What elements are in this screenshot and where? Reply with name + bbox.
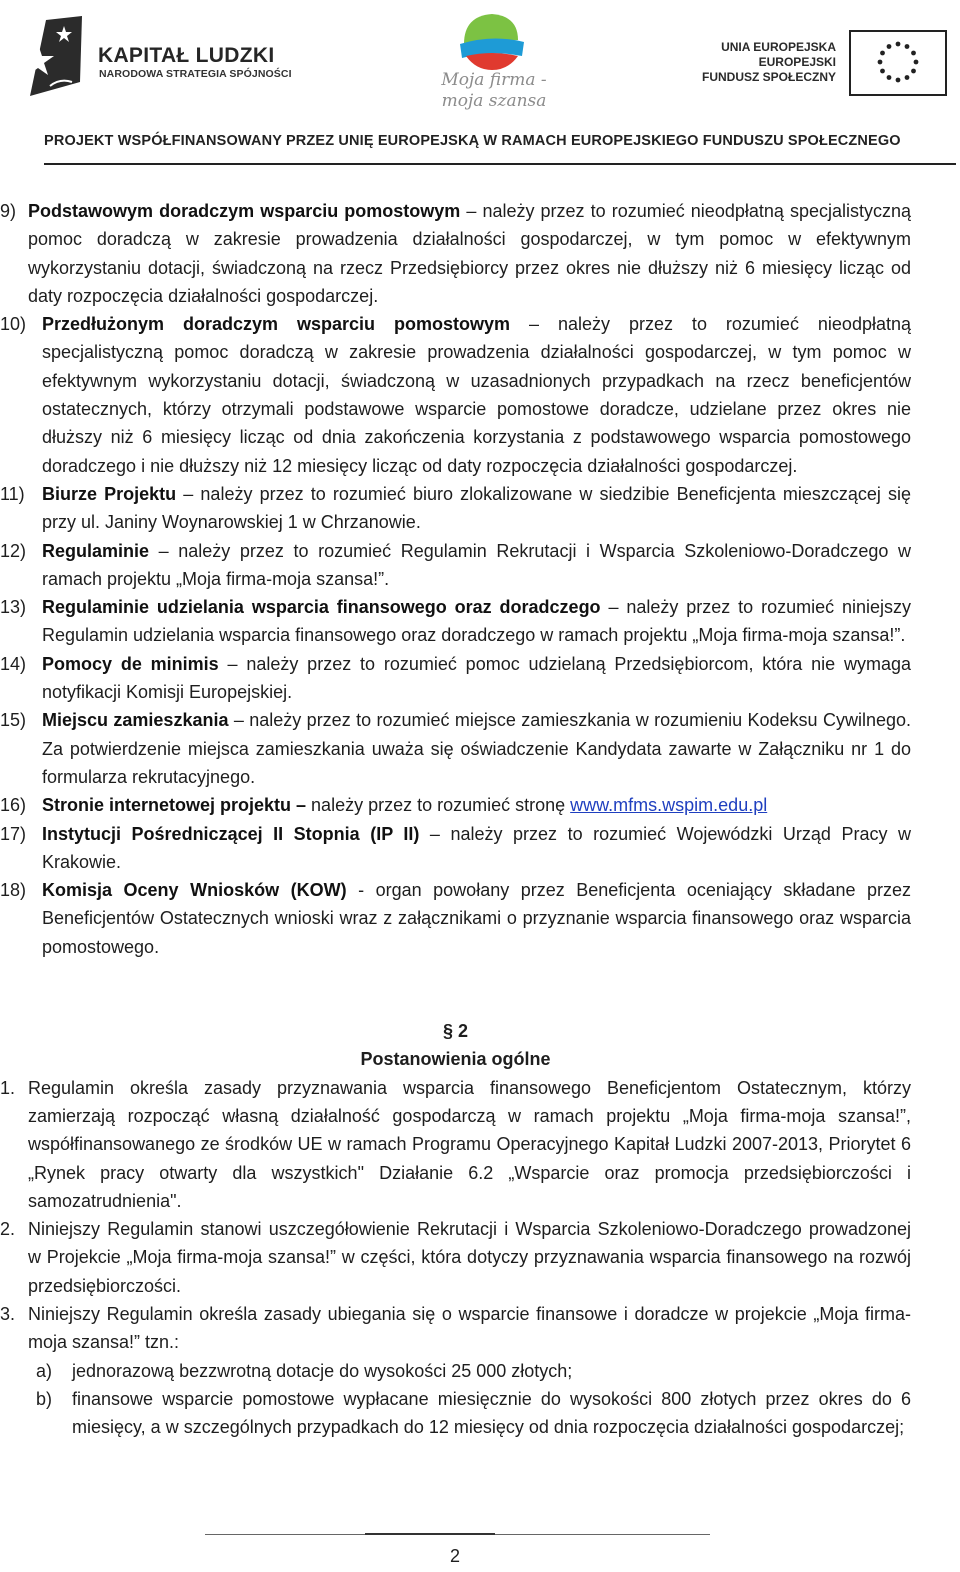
moja-firma-text-line2: moja szansa <box>441 91 547 111</box>
definition-number: 15) <box>0 710 27 731</box>
section-title: Postanowienia ogólne <box>360 1049 551 1070</box>
project-website-link[interactable]: www.mfms.wspim.edu.pl <box>570 795 768 816</box>
definition-number: 17) <box>0 823 27 844</box>
subpoint-text: jednorazową bezzwrotną dotacje do wysokości 25 000 złotych; <box>72 1360 573 1381</box>
eu-fund-label <box>702 40 836 85</box>
definition-term: Instytucji Pośredniczącej II Stopnia (IP II) <box>42 823 420 844</box>
provision-number: 1. <box>0 1077 16 1098</box>
definition-text: - organ powołany przez Beneficjenta oceniający składane przez Beneficjentów Ostatecznych wnioski wraz z załącznikami o przyznanie wsparcia finansowego oraz wsparcia pomostowego. <box>42 880 911 957</box>
definition-item <box>0 593 911 650</box>
definition-text: – należy przez to rozumieć niniejszy Regulamin udzielania wsparcia finansowego oraz doradczego w ramach projektu „Moja firma-moja szansa!”. <box>42 597 912 646</box>
definition-item <box>0 537 911 594</box>
definition-term: Miejscu zamieszkania <box>42 710 229 731</box>
definition-term: Biurze Projektu <box>42 483 177 504</box>
definition-number: 16) <box>0 795 27 816</box>
definition-number: 18) <box>0 880 27 901</box>
definition-item <box>0 480 911 537</box>
definition-text: – należy przez to rozumieć miejsce zamieszkania w rozumieniu Kodeksu Cywilnego. Za potwierdzenie miejsca zamieszkania uważa się oświadczenie Kandydata zawarte w Załączniku nr 1 do formularza rekrutacyjnego. <box>42 710 911 787</box>
definition-item <box>0 706 911 791</box>
definition-term: Stronie internetowej projektu – <box>42 795 307 816</box>
provision-number: 3. <box>0 1303 16 1324</box>
eu-line-3: FUNDUSZ SPOŁECZNY <box>701 70 836 84</box>
definition-term: Przedłużonym doradczym wsparciu pomostowym <box>42 314 510 335</box>
definition-item <box>0 876 911 961</box>
page-number: 2 <box>449 1546 460 1566</box>
spacer <box>0 961 960 989</box>
definition-term: Pomocy de minimis <box>42 653 219 674</box>
moja-firma-logo-icon <box>456 10 528 72</box>
definition-text: – należy przez to rozumieć Regulamin Rekrutacji i Wsparcia Szkoleniowo-Doradczego w ramach projektu „Moja firma-moja szansa!”. <box>42 540 911 589</box>
document-body <box>0 197 960 1441</box>
definition-item <box>0 197 911 310</box>
eu-line-1: UNIA EUROPEJSKA <box>721 40 836 54</box>
definition-item <box>0 650 911 707</box>
definition-number: 14) <box>0 653 27 674</box>
section-number: § 2 <box>442 1021 469 1042</box>
definition-number: 10) <box>0 314 27 335</box>
spacer <box>0 989 960 1017</box>
definition-text: – należy przez to rozumieć pomoc udzielaną Przedsiębiorcom, która nie wymaga notyfikacji Komisji Europejskiej. <box>42 653 911 703</box>
page-header <box>0 0 960 170</box>
general-provision-item <box>0 1300 911 1357</box>
definition-item <box>0 310 911 480</box>
definition-item <box>0 820 911 877</box>
provision-text: Niniejszy Regulamin stanowi uszczegółowienie Rekrutacji i Wsparcia Szkoleniowo-Doradczego prowadzonej w Projekcie „Moja firma-moja szansa!” w części, która dotyczy przyznawania wsparcia finansowego na rozwój przedsiębiorczości. <box>28 1219 911 1296</box>
definition-number: 13) <box>0 597 27 618</box>
support-subpoint <box>0 1385 911 1442</box>
kapital-ludzki-title: KAPITAŁ LUDZKI <box>98 44 275 67</box>
provision-number: 2. <box>0 1219 16 1240</box>
definition-text: – należy przez to rozumieć biuro zlokalizowane w siedzibie Beneficjenta mieszczącej się przy ul. Janiny Woynarowskiej 1 w Chrzanowie. <box>42 483 911 533</box>
kapital-ludzki-logo-icon <box>24 16 84 98</box>
general-provision-item <box>0 1074 911 1215</box>
definition-item <box>0 791 911 819</box>
eu-line-2: EUROPEJSKI <box>758 55 836 69</box>
definition-text: – należy przez to rozumieć nieodpłatną specjalistyczną pomoc doradczą w zakresie prowadzenia działalności gospodarczej, w tym pomoc w efektywnym wykorzystaniu dotacji, świadczoną na rzecz Przedsiębiorcy przez okres nie dłuższy niż 6 miesięcy licząc od daty rozpoczęcia działalności gospodarczej. <box>28 201 911 306</box>
definition-text: należy przez to rozumieć stronę <box>306 795 571 816</box>
definition-number: 12) <box>0 540 27 561</box>
definition-term: Komisja Oceny Wniosków (KOW) <box>42 880 347 901</box>
subpoint-letter: a) <box>36 1360 53 1381</box>
subpoint-letter: b) <box>36 1388 53 1409</box>
definition-term: Podstawowym doradczym wsparciu pomostowym <box>28 201 461 221</box>
definition-number: 11) <box>0 483 25 504</box>
header-divider <box>44 163 956 165</box>
footer-divider-accent <box>365 1533 495 1535</box>
definition-term: Regulaminie udzielania wsparcia finansowego oraz doradczego <box>42 597 601 618</box>
eu-flag-icon <box>849 30 947 96</box>
project-cofinancing-line: PROJEKT WSPÓŁFINANSOWANY PRZEZ UNIĘ EUROPEJSKĄ W RAMACH EUROPEJSKIEGO FUNDUSZU SPOŁECZNEGO <box>44 133 901 149</box>
subpoint-text: finansowe wsparcie pomostowe wypłacane miesięcznie do wysokości 800 złotych przez okres do 6 miesięcy, a w szczególnych przypadkach do 12 miesięcy od dnia rozpoczęcia działalności gospodarczej; <box>72 1388 911 1438</box>
provision-text: Regulamin określa zasady przyznawania wsparcia finansowego Beneficjentom Ostatecznym, którzy zamierzają rozpocząć własną działalność gospodarczą w ramach projektu „Moja firma-moja szansa!”, współfinansowanego ze środków UE w ramach Programu Operacyjnego Kapitał Ludzki 2007-2013, Priorytet 6 „Rynek pracy otwarty dla wszystkich" Działanie 6.2 „Wsparcie oraz promocja przedsiębiorczości i samozatrudnienia". <box>28 1077 911 1211</box>
definition-number: 9) <box>0 201 17 221</box>
moja-firma-text-line1: Moja firma - <box>441 70 547 90</box>
general-provision-item <box>0 1215 911 1300</box>
support-subpoint <box>0 1357 911 1385</box>
definition-text: – należy przez to rozumieć nieodpłatną specjalistyczną pomoc doradczą w zakresie prowadzenia działalności gospodarczej, w tym pomoc w efektywnym wykorzystaniu dotacji, świadczoną w uzasadnionych przypadkach na rzecz beneficjentów ostatecznych, którzy otrzymali podstawowe wsparcie pomostowe doradcze, udzielane przez okres nie dłuższy niż 6 miesięcy licząc od dnia zakończenia korzystania z podstawowego wsparcia pomostowego doradczego i nie dłuższy niż 12 miesięcy licząc od daty rozpoczęcia działalności gospodarczej. <box>42 314 911 476</box>
definition-term: Regulaminie <box>42 540 150 561</box>
kapital-ludzki-subtitle: NARODOWA STRATEGIA SPÓJNOŚCI <box>99 68 292 80</box>
definition-text: – należy przez to rozumieć Wojewódzki Urząd Pracy w Krakowie. <box>42 823 911 872</box>
provision-text: Niniejszy Regulamin określa zasady ubiegania się o wsparcie finansowe i doradcze w projekcie „Moja firma-moja szansa!” tzn.: <box>28 1303 911 1353</box>
